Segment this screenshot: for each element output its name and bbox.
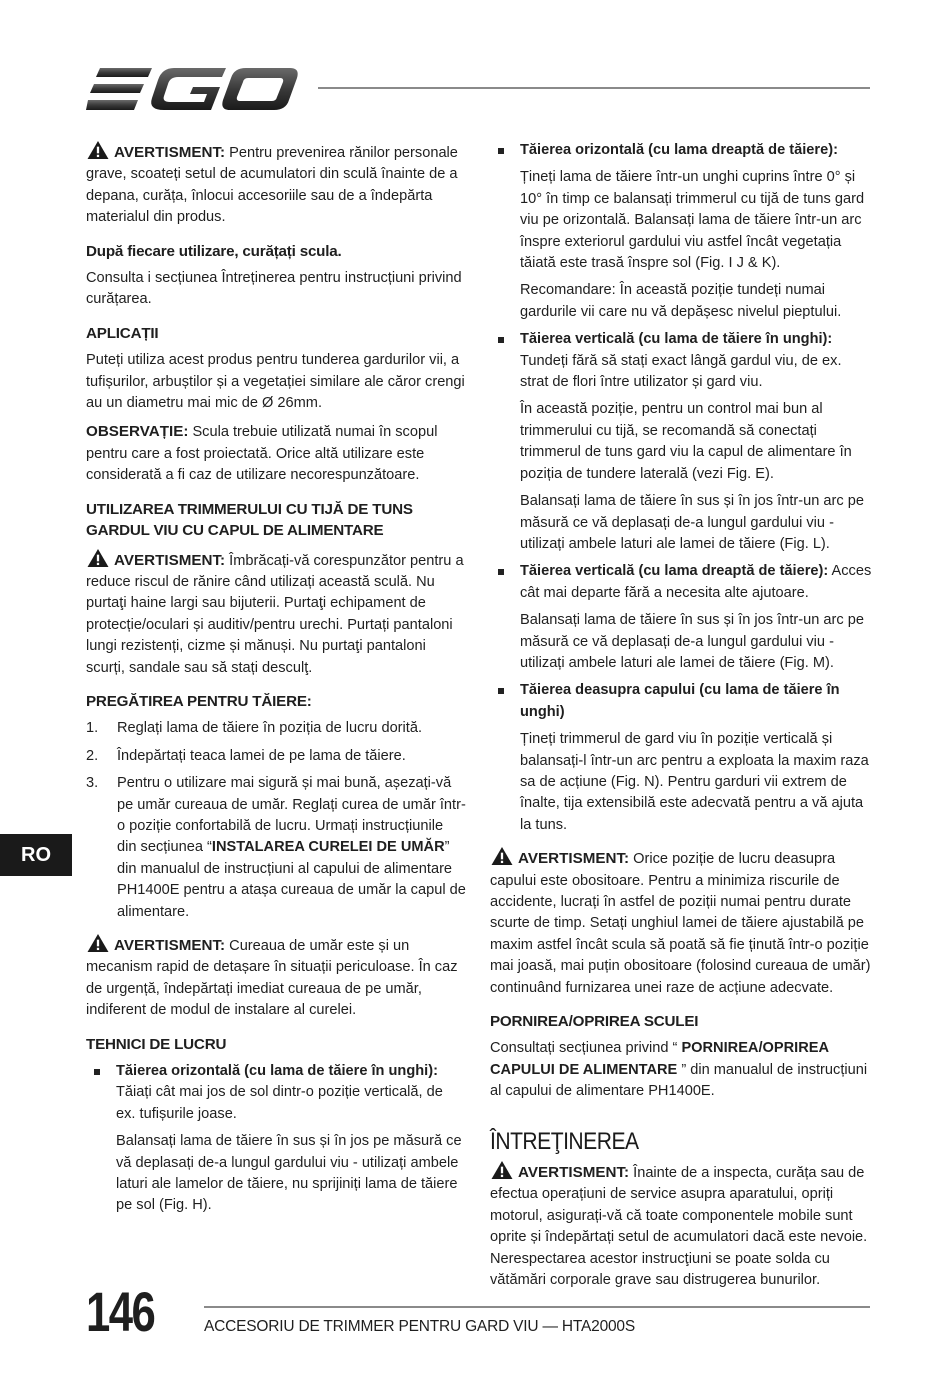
footer-rule bbox=[204, 1306, 870, 1308]
after-use-text: Consulta i secțiunea Întreținerea pentru instrucțiuni privind curățarea. bbox=[86, 270, 462, 308]
page-number: 146 bbox=[86, 1280, 155, 1343]
language-tab: RO bbox=[0, 834, 72, 876]
start-stop-heading: PORNIREA/OPRIREA SCULEI bbox=[490, 1013, 699, 1031]
header-rule bbox=[318, 87, 870, 89]
applications-heading: APLICAȚII bbox=[86, 324, 159, 342]
list-item: Tăierea deasupra capului (cu lama de tăiere în unghi) Țineți trimmerul de gard viu în poziție verticală și balansați-l într-un arc pentru a exploata la maxim raza sa de acțiune (Fig. N). Pentru garduri vii extrem de înalte, tija extensibilă este adecvată pentru a vă ajuta la tuns. bbox=[490, 680, 872, 836]
warning-maintenance-safety: AVERTISMENT: Pentru prevenirea rănilor personale grave, scoateți setul de acumulatori din sculă înainte de a depana, curăța, înlocui accesoriile sau de a îndepărta materialul din produs. bbox=[86, 140, 466, 229]
bullet-square-icon bbox=[94, 1069, 100, 1075]
right-column bbox=[490, 140, 872, 1300]
warning-overhead: AVERTISMENT: Orice poziție de lucru deasupra capului este obositoare. Pentru a minimiza riscurile de accidente, lucrați în astfel de poziții numai pentru durate scurte de timp. Setați unghiul lamei de tăiere ajustabilă pe maxim astfel încât scula să poată să fie ținută într-o poziție mai joasă, mai puțin obositoare (folosind cureaua de umăr) continuând furnizarea unei raze de acțiune adecvate. bbox=[490, 846, 872, 999]
list-item: Tăierea verticală (cu lama dreaptă de tăiere): Acces cât mai departe fără a necesita alte ajutoare. Balansați lama de tăiere în sus și în jos într-un arc pe măsură ce vă deplasați de-a lungul gardului viu - utilizați ambele laturi ale lamei de tăiere (Fig. M). bbox=[490, 561, 872, 674]
warning-triangle-icon bbox=[86, 140, 110, 160]
list-item: Tăierea orizontală (cu lama dreaptă de tăiere): Țineți lama de tăiere într-un unghi cuprins între 0° și 10° în timp ce balansați trimmerul cu tijă de tuns gard viu pe orizontală. Balansați lama de tăiere într-un arc înspre exteriorul gardului viu astfel încât vegetația tăiată este trasă înspre sol (Fig. I J & K). Recomandare: În această poziție tundeți numai gardurile vii care nu vă depășesc nivelul pieptului. bbox=[490, 140, 872, 323]
start-stop-text: Consultați secțiunea privind “ PORNIREA/OPRIREA CAPULUI DE ALIMENTARE ” din manualul de instrucțiuni al capului de alimentare PH1400E. bbox=[490, 1040, 868, 1100]
warning-triangle-icon bbox=[490, 1160, 514, 1180]
prep-steps-list bbox=[86, 718, 466, 923]
bullet-square-icon bbox=[498, 569, 504, 575]
list-item: Tăierea orizontală (cu lama de tăiere în unghi): Tăiați cât mai jos de sol dintr-o poziție verticală, de ex. tufișurile joase. Balansați lama de tăiere în sus și în jos pe măsură ce vă deplasați de-a lungul gardului viu - utilizați ambele laturi ale lamelor de tăiere, nu sprijiniți lama de tăiere pe sol (Fig. H). bbox=[86, 1061, 466, 1217]
ego-logo bbox=[86, 66, 298, 112]
using-heading: UTILIZAREA TRIMMERULUI CU TIJĂ DE TUNS GARDUL VIU CU CAPUL DE ALIMENTARE bbox=[86, 500, 413, 540]
note-paragraph: OBSERVAȚIE: Scula trebuie utilizată numai în scopul pentru care a fost proiectată. Orice altă utilizare este considerată a fi caz de utilizare necorespunzătoare. bbox=[86, 423, 438, 484]
techniques-heading: TEHNICI DE LUCRU bbox=[86, 1035, 227, 1053]
warning-triangle-icon bbox=[86, 933, 110, 953]
list-item: 3. Pentru o utilizare mai sigură și mai bună, așezați-vă pe umăr cureaua de umăr. Reglați curea de umăr într-o poziție confortabilă de lucru. Urmați instrucțiunile din secțiunea “INSTALAREA CURELEI DE UMĂR” din manualul de instrucțiuni al capului de alimentare PH1400E pentru a atașa cureaua de umăr la capul de alimentare. bbox=[86, 775, 466, 920]
warning-shoulder-strap: AVERTISMENT: Cureaua de umăr este și un mecanism rapid de detașare în situații periculoase. În caz de urgență, îndepărtați imediat cureaua de pe umăr, indiferent de modul de instalare al curelei. bbox=[86, 933, 466, 1022]
bullet-square-icon bbox=[498, 148, 504, 154]
applications-text: Puteți utiliza acest produs pentru tunderea gardurilor vii, a tufișurilor, arbuștilor și a vegetației similare ale căror crengi au un diametru mai mic de Ø 26mm. bbox=[86, 352, 465, 412]
warning-triangle-icon bbox=[86, 548, 110, 568]
warning-triangle-icon bbox=[490, 846, 514, 866]
list-item: 1. Reglați lama de tăiere în poziția de lucru dorită. bbox=[86, 720, 423, 737]
footer-title: ACCESORIU DE TRIMMER PENTRU GARD VIU — HTA2000S bbox=[204, 1318, 635, 1335]
prep-heading: PREGĂTIREA PENTRU TĂIERE: bbox=[86, 692, 312, 710]
techniques-list-right bbox=[490, 140, 872, 836]
warning-clothing: AVERTISMENT: Îmbrăcați-vă corespunzător pentru a reduce riscul de rănire când utilizați această sculă. Nu purtaţi haine largi sau bijuterii. Purtaţi echipament de protecție/oculari și auditiv/pentru urechi. Purtați pantaloni lungi rezistenți, cizme și mănuși. Nu purtaţi pantaloni scurți, sandale sau să stați desculţ. bbox=[86, 548, 466, 679]
techniques-list-left bbox=[86, 1061, 466, 1217]
left-column bbox=[86, 140, 466, 1223]
list-item: 2. Îndepărtați teaca lamei de pe lama de tăiere. bbox=[86, 747, 406, 764]
maintenance-heading: ÎNTREŢINEREA bbox=[490, 1127, 639, 1155]
bullet-square-icon bbox=[498, 688, 504, 694]
bullet-square-icon bbox=[498, 337, 504, 343]
warning-maintenance: AVERTISMENT: Înainte de a inspecta, curăța sau de efectua operațiuni de service asupra aparatului, opriți motorul, asigurați-vă că toate componentele mobile sunt oprite și îndepărtați setul de acumulatori dacă este nevoie. Nerespectarea acestor instrucţiuni se poate solda cu vătămări corporale grave sau distrugerea bunurilor. bbox=[490, 1160, 872, 1291]
list-item: Tăierea verticală (cu lama de tăiere în unghi): Tundeți fără să stați exact lângă gardul viu, de ex. strat de flori între utilizator și gard viu. În această poziție, pentru un control mai bun al trimmerului cu tijă, se recomandă să conectați trimmerul de tuns gard viu la capul de alimentare în poziția de tundere laterală (vezi Fig. E). Balansați lama de tăiere în sus și în jos într-un arc pe măsură ce vă deplasați de-a lungul gardului viu - utilizați ambele laturi ale lamei de tăiere (Fig. L). bbox=[490, 329, 872, 555]
after-use-heading: După fiecare utilizare, curățați scula. bbox=[86, 242, 342, 260]
